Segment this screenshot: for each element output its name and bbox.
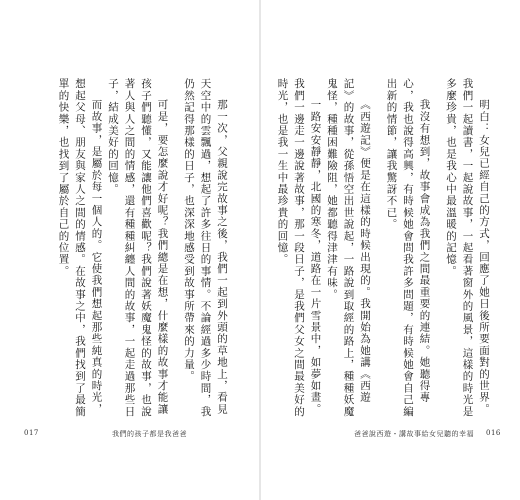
running-footer: 爸爸說西遊・講故事給女兒聽的幸福	[354, 430, 474, 438]
left-page-text	[24, 78, 240, 418]
page-number: 016	[486, 429, 501, 437]
paragraph: 明白：女兒已經自己的方式，回應了她日後所要面對的世界。我們一起讀書，一起說故事，一起看著窗外的風景，這樣的時光是多麼珍貴，也是我心中最溫暖的記憶。	[445, 78, 490, 418]
paragraph: 那一次，父親說完故事之後，我們一起到外頭的草地上，看見天空中的雲飄過，想起了許多往日的事情。不論經過多少時間，我仍然記得那樣的日子，也深深地感受到故事所帶來的力量。	[183, 78, 228, 418]
paragraph: 一路安安靜靜，北國的寒冬，道路在一片雪景中，如夢如畫。我們一邊走一邊說著故事，那一段日子，是我們父女之間最美好的時光，也是我一生中最珍貴的回憶。	[276, 78, 322, 418]
paragraph: 可是，要怎麼說才好呢？我們總是在想，什麼樣的故事才能讓孩子們聽懂，又能讓他們喜歡呢？我們說著妖魔鬼怪的故事，也說著人與人之間的情感，還有種種糾纏人間的故事，一起走過那些日子，結成美好的回憶。	[107, 78, 169, 418]
paragraph: 而故事，是屬於每一個人的。它使我們想起那些純真的時光，想起父母、朋友與家人之間的情感。在故事之中，我們找到了最簡單的快樂，也找到了屬於自己的位置。	[57, 78, 103, 418]
page-number: 017	[24, 429, 39, 437]
paragraph: 我沒有想到，故事會成為我們之間最重要的連結。她聽得專心，我也說得高興，有時候她會問我許多問題，有時候她會自己編出新的情節，讓我驚訝不已。	[385, 78, 431, 418]
running-footer: 我們的孩子都是我爸爸	[112, 430, 187, 438]
paragraph: 《西遊記》便是在這樣的時候出現的。我開始為她講《西遊記》的故事，從孫悟空出世說起，一路說到取經的路上，種種妖魔鬼怪，種種困難險阻，她都聽得津津有味。	[326, 78, 371, 418]
right-page-text	[276, 78, 502, 418]
right-page	[260, 0, 520, 500]
